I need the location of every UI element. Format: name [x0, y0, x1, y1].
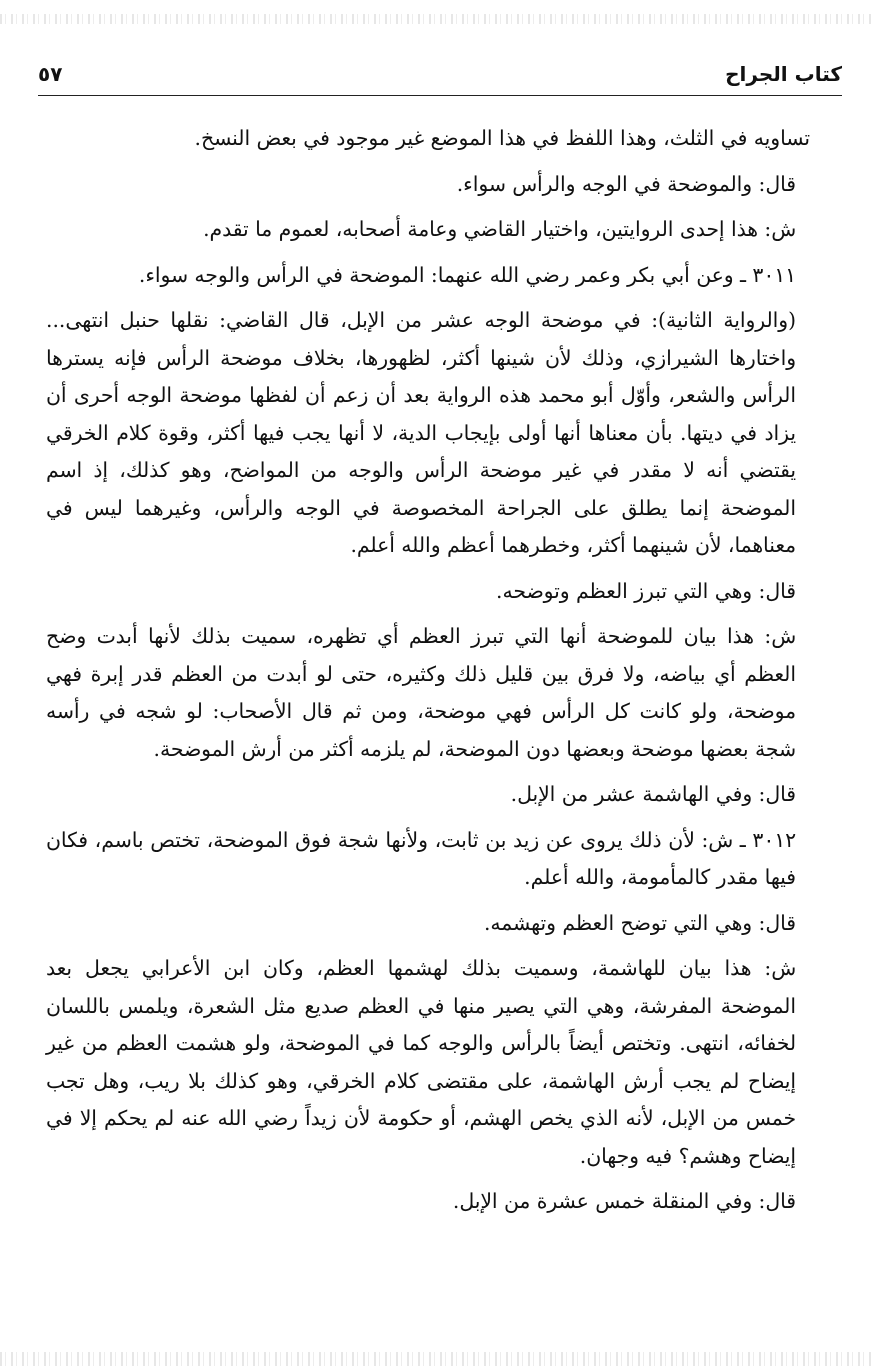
page-number: ٥٧: [38, 62, 63, 86]
book-title: كتاب الجراح: [725, 62, 842, 86]
paragraph: تساويه في الثلث، وهذا اللفظ في هذا الموضع غير موجود في بعض النسخ.: [194, 126, 810, 150]
paragraph: ٣٠١١ ـ وعن أبي بكر وعمر رضي الله عنهما: الموضحة في الرأس والوجه سواء.: [138, 262, 796, 287]
paragraph: ش: هذا بيان للهاشمة، وسميت بذلك لهشمها العظم، وكان ابن الأعرابي يجعل بعد الموضحة المفرشة، وهي التي يصير منها في العظم صديع مثل الشعرة، ويلمس باللسان لخفائه، انتهى. وتختص أيضاً بالرأس والوجه كما في الموضحة، ولو هشمت العظم من غير إيضاح لم يجب أرش الهاشمة، على مقتضى كلام الخرقي، وهو كذلك بلا ريب، وهل تجب خمس من الإبل، لأنه الذي يخص الهشم، أو حكومة لأن زيداً رضي الله عنه لم يحكم إلا في إيضاح وهشم؟ فيه وجهان.: [46, 956, 796, 1168]
paragraph: قال: وهي التي توضح العظم وتهشمه.: [483, 910, 796, 935]
paragraph: (والرواية الثانية): في موضحة الوجه عشر من الإبل، قال القاضي: نقلها حنبل انتهى... واختارها الشيرازي، وذلك لأن شينها أكثر، لظهورها، بخلاف موضحة الرأس فإنه يسترها الرأس والشعر، وأوّل أبو محمد هذه الرواية بعد أن زعم أن لفظها موضحة الوجه أحرى أن يزاد في ديتها. بأن معناها أنها أولى بإيجاب الدية، لا أنها يجب فيها أكثر، وقوة كلام الخرقي يقتضي أنه لا مقدر في غير موضحة الرأس والوجه من المواضح، وهو كذلك، إذ اسم الموضحة إنما يطلق على الجراحة المخصوصة في الوجه والرأس، وغيرهما ليس في معناهما، لأن شينهما أكثر، وخطرهما أعظم والله أعلم.: [46, 308, 796, 557]
scan-noise-top: [0, 14, 873, 24]
paragraph: قال: وفي الهاشمة عشر من الإبل.: [510, 782, 796, 806]
paragraph: ٣٠١٢ ـ ش: لأن ذلك يروى عن زيد بن ثابت، ولأنها شجة فوق الموضحة، تختص باسم، فكان فيها مقدر كالمأمومة، والله أعلم.: [46, 827, 796, 889]
header-divider: [38, 95, 842, 96]
page-header: [38, 58, 842, 96]
paragraph: قال: وفي المنقلة خمس عشرة من الإبل.: [452, 1189, 796, 1213]
page-body: [46, 120, 810, 1225]
paragraph: قال: وهي التي تبرز العظم وتوضحه.: [496, 578, 796, 603]
paragraph: ش: هذا بيان للموضحة أنها التي تبرز العظم أي تظهره، سميت بذلك لأنها أبدت وضح العظم أي بياضه، ولا فرق بين قليل ذلك وكثيره، حتى لو أبدت من العظم قدر إبرة فهي موضحة، ولو كانت كل الرأس فهي موضحة، ومن ثم قال الأصحاب: لو شجه في رأسه شجة بعضها موضحة وبعضها دون الموضحة، لم يلزمه أكثر من أرش الموضحة.: [46, 624, 796, 761]
paragraph: قال: والموضحة في الوجه والرأس سواء.: [456, 171, 796, 196]
scan-noise-bottom: [0, 1352, 873, 1366]
paragraph: ش: هذا إحدى الروايتين، واختيار القاضي وعامة أصحابه، لعموم ما تقدم.: [203, 217, 796, 241]
